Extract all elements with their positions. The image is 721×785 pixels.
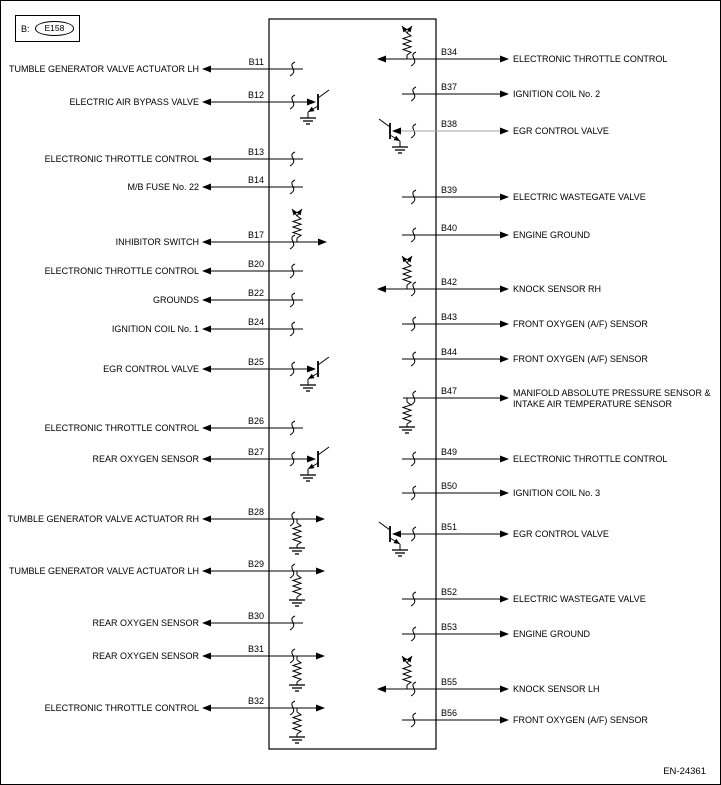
pin-id: B55 [441, 677, 458, 687]
pin-id: B22 [247, 288, 264, 298]
pin-id: B37 [441, 82, 458, 92]
pin-label: MANIFOLD ABSOLUTE PRESSURE SENSOR & [513, 388, 711, 398]
figure-code: EN-24361 [663, 766, 706, 777]
pin-label: INHIBITOR SWITCH [115, 237, 199, 247]
pin-label: FRONT OXYGEN (A/F) SENSOR [513, 354, 648, 364]
pin-id: B53 [441, 622, 458, 632]
pin-label: FRONT OXYGEN (A/F) SENSOR [513, 715, 648, 725]
pin-id: B31 [247, 644, 264, 654]
pin-label: ELECTRONIC THROTTLE CONTROL [44, 423, 199, 433]
pin-label: ELECTRONIC THROTTLE CONTROL [513, 54, 668, 64]
pin-label: TUMBLE GENERATOR VALVE ACTUATOR LH [8, 566, 199, 576]
pin-label: ELECTRIC AIR BYPASS VALVE [69, 97, 199, 107]
pin-label: REAR OXYGEN SENSOR [92, 651, 199, 661]
pin-label: EGR CONTROL VALVE [103, 364, 199, 374]
pin-id: B42 [441, 277, 458, 287]
pin-label: ELECTRONIC THROTTLE CONTROL [44, 154, 199, 164]
pin-id: B29 [247, 559, 264, 569]
pin-id: B24 [247, 317, 264, 327]
pin-label: KNOCK SENSOR LH [513, 684, 600, 694]
pin-id: B50 [441, 481, 458, 491]
pin-label: IGNITION COIL No. 3 [513, 488, 601, 498]
pin-label: ENGINE GROUND [513, 629, 591, 639]
pin-id: B43 [441, 312, 458, 322]
pin-id: B47 [441, 386, 458, 396]
pin-id: B20 [247, 259, 264, 269]
pin-id: B12 [247, 90, 264, 100]
pin-id: B39 [441, 185, 458, 195]
pin-row-B44 [402, 347, 648, 366]
pin-row-B26 [45, 416, 303, 435]
connector-badge-code: E158 [35, 21, 75, 36]
pin-id: B13 [247, 147, 264, 157]
pin-id: B14 [247, 175, 264, 185]
pin-label: EGR CONTROL VALVE [513, 126, 609, 136]
pin-row-B20 [45, 259, 303, 278]
pin-id: B28 [247, 507, 264, 517]
pin-label: FRONT OXYGEN (A/F) SENSOR [513, 319, 648, 329]
pin-id: B56 [441, 708, 458, 718]
connector-badge-prefix: B: [21, 23, 30, 34]
pin-label: GROUNDS [152, 295, 199, 305]
pin-id: B34 [441, 47, 458, 57]
pin-label: REAR OXYGEN SENSOR [92, 618, 199, 628]
pin-row-B47 [399, 386, 711, 433]
pin-label: ELECTRONIC THROTTLE CONTROL [513, 454, 668, 464]
pin-id: B51 [441, 522, 458, 532]
pin-row-B49 [402, 447, 667, 466]
pin-label: IGNITION COIL No. 1 [111, 324, 199, 334]
pin-id: B30 [247, 611, 264, 621]
pin-id: B27 [247, 447, 264, 457]
pin-row-B13 [45, 147, 303, 166]
pin-label: ELECTRONIC THROTTLE CONTROL [44, 266, 199, 276]
pin-label: TUMBLE GENERATOR VALVE ACTUATOR RH [7, 514, 199, 524]
pin-label: TUMBLE GENERATOR VALVE ACTUATOR LH [8, 64, 199, 74]
pin-label: M/B FUSE No. 22 [127, 182, 199, 192]
pin-id: B17 [247, 230, 264, 240]
pin-row-B39 [402, 185, 646, 204]
pin-row-B11 [9, 57, 303, 76]
pin-id: B49 [441, 447, 458, 457]
pin-row-B43 [402, 312, 648, 331]
pin-label: ELECTRIC WASTEGATE VALVE [513, 192, 646, 202]
pin-row-B52 [402, 587, 646, 606]
pin-id: B25 [247, 357, 264, 367]
pin-label: EGR CONTROL VALVE [513, 529, 609, 539]
pin-id: B32 [247, 696, 264, 706]
ecu-wiring-diagram [1, 1, 721, 785]
pin-label: REAR OXYGEN SENSOR [92, 454, 199, 464]
pin-label: IGNITION COIL No. 2 [513, 89, 601, 99]
pin-row-B56 [402, 708, 648, 727]
connector-badge [15, 15, 80, 42]
pin-id: B11 [248, 57, 264, 67]
pin-id: B26 [247, 416, 264, 426]
pin-label-line2: INTAKE AIR TEMPERATURE SENSOR [513, 399, 673, 409]
pin-id: B52 [441, 587, 458, 597]
pin-id: B38 [441, 119, 458, 129]
pin-label: ELECTRIC WASTEGATE VALVE [513, 594, 646, 604]
pin-label: KNOCK SENSOR RH [513, 284, 602, 294]
pin-id: B44 [441, 347, 458, 357]
ecu-connector-box [269, 19, 436, 749]
pin-label: ENGINE GROUND [513, 230, 591, 240]
pin-id: B40 [441, 223, 458, 233]
pin-label: ELECTRONIC THROTTLE CONTROL [44, 703, 199, 713]
